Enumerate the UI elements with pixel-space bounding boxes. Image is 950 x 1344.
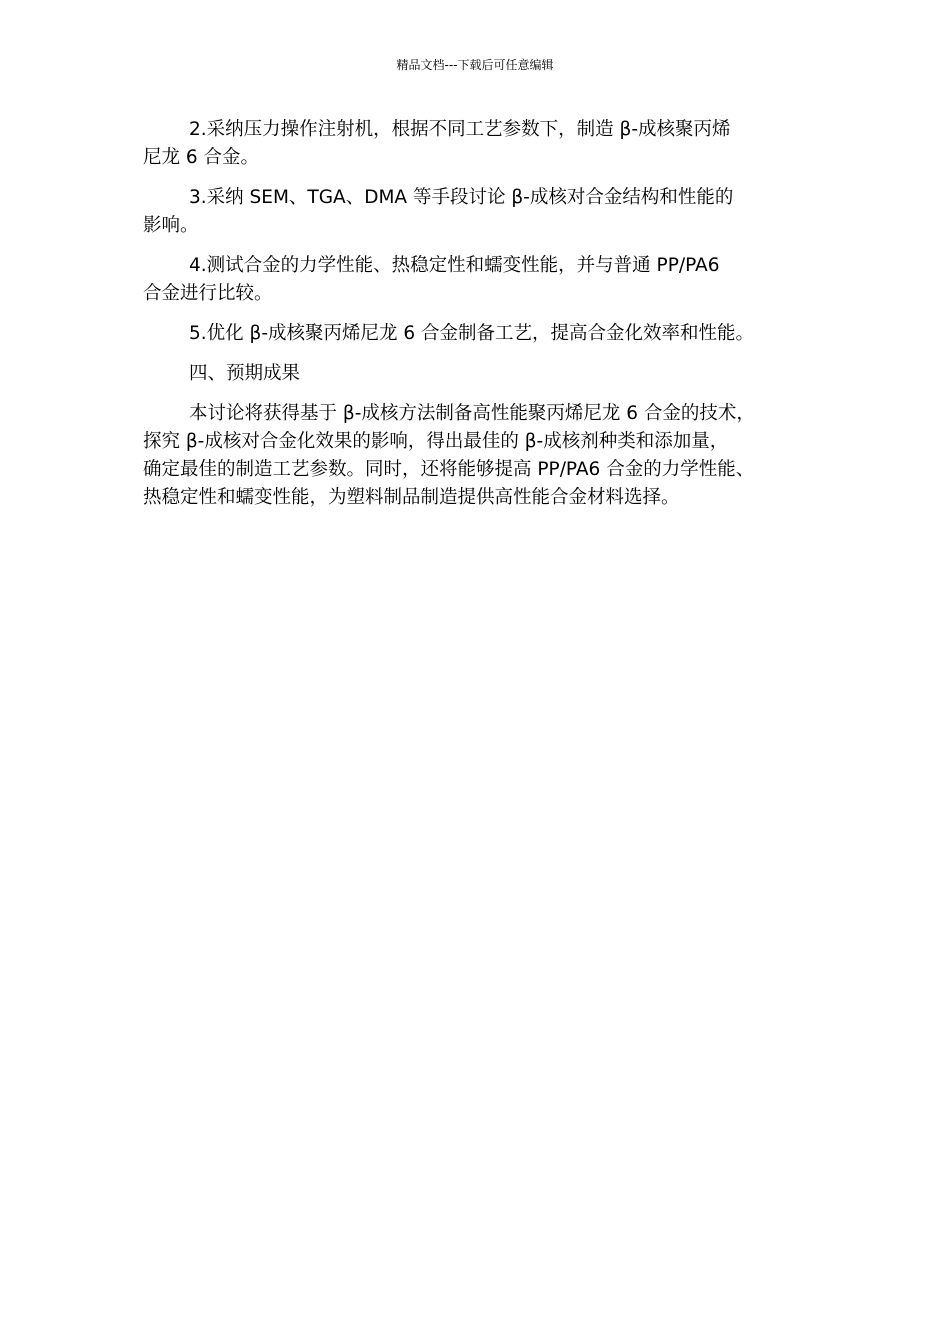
- paragraph-line: 尼龙 6 合金。: [143, 147, 260, 168]
- paragraph-item-5: [143, 320, 815, 348]
- paragraph-line: 3.采纳 SEM、TGA、DMA 等手段讨论 β-成核对合金结构和性能的: [189, 187, 734, 208]
- document-body: [143, 116, 815, 524]
- paragraph-line: 热稳定性和蠕变性能，为塑料制品制造提供高性能合金材料选择。: [143, 487, 680, 508]
- paragraph-line: 合金进行比较。: [143, 283, 273, 304]
- paragraph-line: 本讨论将获得基于 β-成核方法制备高性能聚丙烯尼龙 6 合金的技术，: [189, 403, 755, 424]
- paragraph-line: 2.采纳压力操作注射机，根据不同工艺参数下，制造 β-成核聚丙烯: [189, 119, 731, 140]
- section-heading: [143, 360, 815, 388]
- paragraph-item-3: [143, 184, 815, 240]
- paragraph-item-4: [143, 252, 815, 308]
- paragraph-line: 影响。: [143, 215, 199, 236]
- paragraph-line: 探究 β-成核对合金化效果的影响，得出最佳的 β-成核剂种类和添加量，: [143, 431, 729, 452]
- paragraph-item-2: [143, 116, 815, 172]
- section-heading-text: 四、预期成果: [189, 363, 301, 384]
- paragraph-line: 确定最佳的制造工艺参数。同时，还将能够提高 PP/PA6 合金的力学性能、: [143, 459, 755, 480]
- paragraph-line: 5.优化 β-成核聚丙烯尼龙 6 合金制备工艺，提高合金化效率和性能。: [189, 323, 755, 344]
- page-header: 精品文档---下载后可任意编辑: [396, 58, 554, 72]
- expected-results-paragraph: [143, 400, 815, 512]
- paragraph-line: 4.测试合金的力学性能、热稳定性和蠕变性能，并与普通 PP/PA6: [189, 255, 720, 276]
